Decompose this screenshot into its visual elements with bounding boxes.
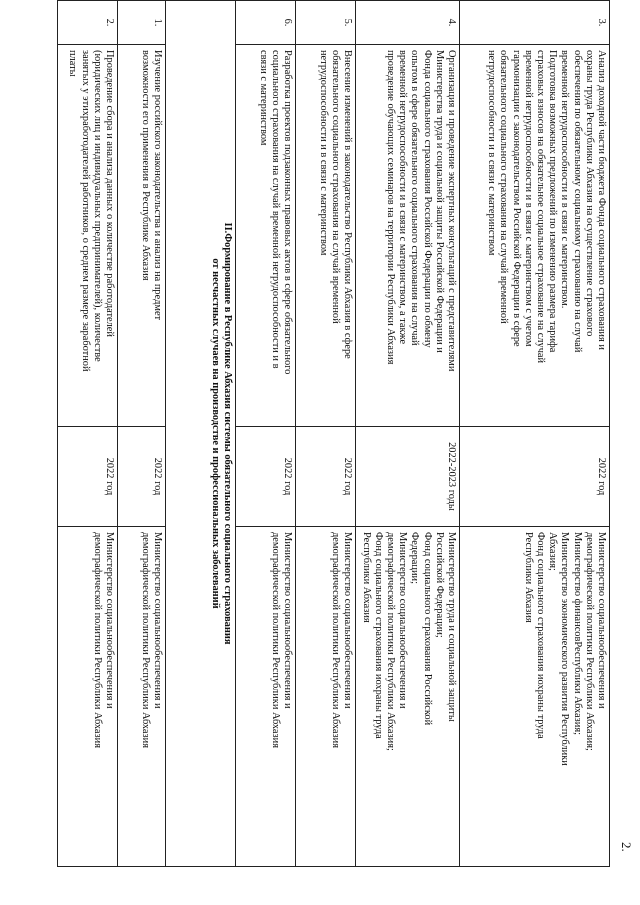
action-plan-table (57, 0, 610, 867)
responsible-line: Министерство экономического развития Республики (559, 532, 571, 766)
responsible-line: Министерство социальнообеспечения и (104, 532, 115, 709)
responsible-line: Министерство социальнообеспечения и (282, 532, 293, 709)
responsible-line: Министерство социальнообеспечения и (152, 532, 163, 709)
responsible-cell (356, 527, 460, 867)
responsible-line: Фонд социального страхования иохраны труда (534, 532, 546, 739)
action-line: возможности его применения в Республике Абхазия (139, 50, 151, 281)
action-cell (356, 45, 460, 427)
action-cell (118, 45, 166, 427)
deadline-cell: 2022 год (296, 427, 356, 527)
table-row (296, 1, 356, 867)
action-line: опытом в сфере обязательного социального страхования на случай (409, 50, 421, 346)
row-number: 2. (58, 1, 118, 45)
action-line: обеспечения по обязательному социальному страхованию на случай (571, 50, 583, 353)
responsible-line: Министерство социальнообеспечения и (596, 532, 607, 709)
table-row (460, 1, 610, 867)
action-line: занятых у этихработодателей работников, о среднем размере заработной (79, 50, 91, 372)
row-number: 5. (296, 1, 356, 45)
deadline-cell: 2022 год (118, 427, 166, 527)
deadline-cell: 2022 год (460, 427, 610, 527)
responsible-line: Абхазия; (547, 532, 559, 571)
action-line: Анализ доходной части бюджета Фонда социального страхования и (596, 50, 607, 350)
responsible-line: Министерство социальнообеспечения и (342, 532, 353, 709)
responsible-line: Министерство финансовРеспублики Абхазия; (571, 532, 583, 735)
responsible-line: демографической политики Республики Абхазия; (384, 532, 396, 751)
action-line: гармонизации с законодательством Российской Федерации в сфере (510, 50, 522, 347)
action-line: охраны труда Республики Абхазия на осуществление страхового (583, 50, 595, 337)
responsible-cell (58, 527, 118, 867)
action-line: нетрудоспособности и в связи с материнством (486, 50, 498, 256)
deadline-cell: 2022 год (236, 427, 296, 527)
action-line: Фонда социального страхования Российской Федерации по обмену (421, 50, 433, 348)
responsible-line: Федерации; (409, 532, 421, 584)
responsible-cell (460, 527, 610, 867)
responsible-line: демографической политики Республики Абхазия (139, 532, 151, 748)
action-line: Подготовка возможных предложений по изменению размера тарифа (547, 50, 559, 353)
responsible-line: Фонд социального страхования иохраны труда (372, 532, 384, 739)
action-line: Изучение российского законодательства и анализ на предмет (152, 50, 163, 321)
action-cell (58, 45, 118, 427)
responsible-line: Фонд социального страхования Российской (421, 532, 433, 726)
responsible-line: демографической политики Республики Абхазия (91, 532, 103, 748)
row-number: 6. (236, 1, 296, 45)
responsible-line: Российской Федерации; (433, 532, 445, 638)
page-number: 2. (619, 842, 634, 852)
action-line: нетрудоспособности и в связи с материнством (317, 50, 329, 256)
action-line: временной нетрудоспособности и в связи с материнством с учетом (522, 50, 534, 347)
row-number: 4. (356, 1, 460, 45)
section-title-line: II.Формирование в Республике Абхазия системы обязательного социального страхования (222, 222, 233, 645)
action-line: Проведение сбора и анализа данных о количестве работодателей (104, 50, 115, 337)
responsible-line: демографической политики Республики Абхазия (269, 532, 281, 748)
action-cell (460, 45, 610, 427)
responsible-line: Республики Абхазия (360, 532, 372, 623)
action-cell (296, 45, 356, 427)
action-line: связи с материнством (257, 50, 269, 146)
table-row (236, 1, 296, 867)
responsible-cell (118, 527, 166, 867)
action-line: проведение обучающих семинаров на территории Республики Абхазия (384, 50, 396, 365)
action-cell (236, 45, 296, 427)
action-line: Разработка проектов подзаконных правовых актов в сфере обязательного (282, 50, 293, 375)
row-number: 3. (460, 1, 610, 45)
action-line: социального страхования на случай временной нетрудоспособности и в (269, 50, 281, 369)
action-line: платы (67, 50, 79, 77)
table-row (58, 1, 118, 867)
table-row (356, 1, 460, 867)
section-title (166, 1, 236, 867)
responsible-cell (296, 527, 356, 867)
action-line: обязательного социального страхования на случай временной (498, 50, 510, 324)
responsible-line: Республики Абхазия (522, 532, 534, 623)
section-title-line: от несчастных случаев на производстве и профессиональных заболеваний (209, 258, 221, 609)
table-row (118, 1, 166, 867)
responsible-line: демографической политики Республики Абхазия (329, 532, 341, 748)
section-row (166, 1, 236, 867)
responsible-line: демографической политики Республики Абхазия; (583, 532, 595, 751)
responsible-cell (236, 527, 296, 867)
row-number: 1. (118, 1, 166, 45)
action-line: обязательного социального страхования на случай временной (329, 50, 341, 324)
action-line: страховых взносов на обязательное социальное страхование на случай (534, 50, 546, 364)
responsible-line: Министерство социальнообеспечения и (397, 532, 409, 709)
deadline-cell: 2022-2023 годы (356, 427, 460, 527)
action-line: Внесение изменений в законодательство Республики Абхазия в сфере (342, 50, 353, 359)
action-line: Министерства труда и социальной защиты Российской Федерации и (433, 50, 445, 353)
action-line: Организация и проведение экспертных консультаций с представителями (446, 50, 457, 372)
responsible-line: Министерство труда и социальной защиты (446, 532, 457, 722)
action-line: (юридических лиц и индивидуальных предпринимателей), количестве (91, 50, 103, 362)
action-line: временной нетрудоспособности и в связи с материнством. (559, 50, 571, 309)
action-line: временной нетрудоспособности и в связи с материнством, а также (397, 50, 409, 345)
deadline-cell: 2022 год (58, 427, 118, 527)
